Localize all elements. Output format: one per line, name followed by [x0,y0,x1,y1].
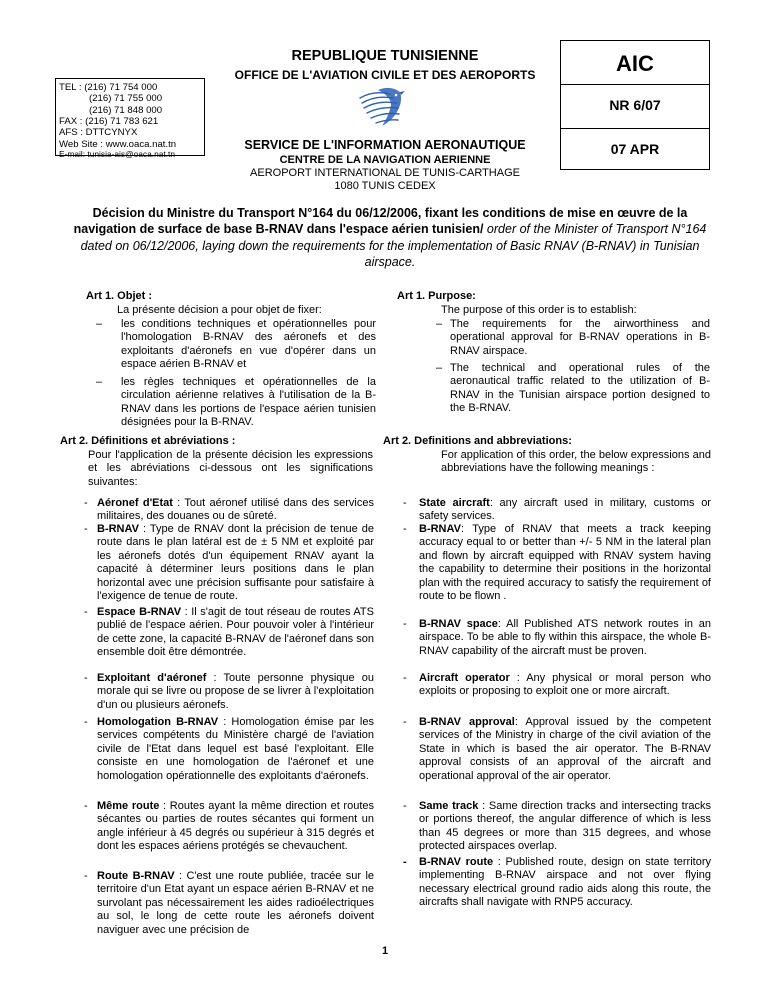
left-art2-head: Art 2. Définitions et abréviations : [60,435,236,447]
right-art2-body: For application of this order, the below expressions and abbreviations have the following meanings : [441,449,711,475]
contact-email: E-mail: tunisia-ais@oaca.nat.tn [59,148,176,159]
contact-tel-2: (216) 71 755 000 [89,93,163,105]
left-art1-body: La présente décision a pour objet de fixer: [117,304,322,316]
aic-label: AIC [616,51,654,76]
header-centre: CENTRE DE LA NAVIGATION AERIENNE [279,154,491,166]
right-art1-body: The purpose of this order is to establish: [441,304,637,316]
document-title [60,205,720,270]
header-republic: REPUBLIQUE TUNISIENNE [291,48,479,64]
contact-web: Web Site : www.oaca.nat.tn [59,138,177,150]
header-airport: AEROPORT INTERNATIONAL DE TUNIS-CARTHAGE [250,167,520,179]
left-art1-head: Art 1. Objet : [86,290,153,302]
contact-fax: FAX : (216) 71 783 621 [59,115,159,127]
header-office: OFFICE DE L'AVIATION CIVILE ET DES AEROPORTS [234,68,536,82]
contact-tel: TEL : (216) 71 754 000 [59,82,158,93]
header-service: SERVICE DE L'INFORMATION AERONAUTIQUE [244,138,526,152]
contact-afs: AFS : DTTCYNYX [59,127,138,139]
right-art1-head: Art 1. Purpose: [397,290,476,302]
contact-box [55,78,205,159]
aic-box [560,40,710,170]
title-en: order of the Minister of Transport N°164 dated on 06/12/2006, laying down the requirements for the implementation of Basic RNAV (B-RNAV) in Tunisian airspace. [80,222,707,269]
page-number: 1 [381,945,389,957]
left-art2-body: Pour l'application de la présente décision les expressions et les abréviations ci-dessous ont les significations suivantes: [88,449,373,488]
title-fr: Décision du Ministre du Transport N°164 du 06/12/2006, fixant les conditions de mise en œuvre de la navigation de surface de base B-RNAV dans l'espace aérien tunisien/ [73,206,688,237]
oaca-logo-icon [356,86,406,132]
aic-number: NR 6/07 [609,97,661,113]
header-city: 1080 TUNIS CEDEX [334,180,436,192]
aic-date: 07 APR [610,141,660,157]
right-art2-head: Art 2. Definitions and abbreviations: [383,435,572,447]
contact-tel-3: (216) 71 848 000 [89,104,163,116]
